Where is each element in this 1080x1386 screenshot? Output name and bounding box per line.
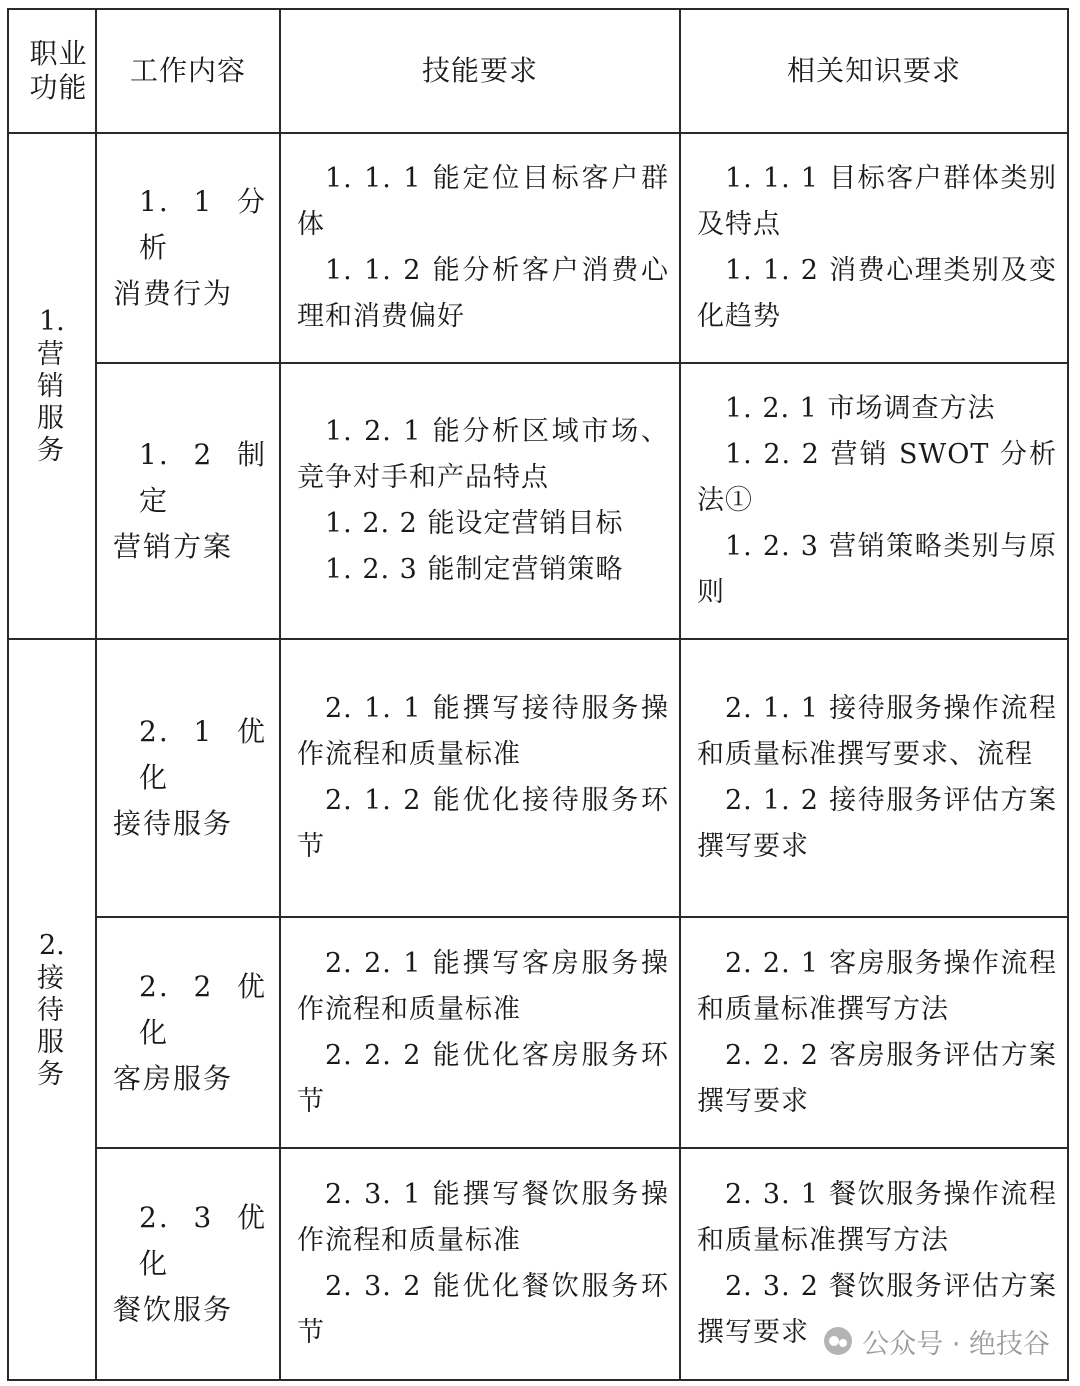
work-content-line: 消费行为: [113, 277, 234, 310]
watermark: [818, 1316, 1056, 1366]
knowledge-item: 1. 1. 2 消费心理类别及变化趋势: [697, 255, 1057, 332]
knowledge-item: 1. 2. 1 市场调查方法: [725, 393, 996, 424]
knowledge-item: 1. 2. 2 营销 SWOT 分析法①: [697, 439, 1057, 516]
knowledge-item: 2. 2. 2 客房服务评估方案撰写要求: [697, 1039, 1057, 1117]
work-content-cell: [96, 639, 280, 917]
knowledge-item: 2. 2. 1 客房服务操作流程和质量标准撰写方法: [697, 947, 1057, 1025]
skills-cell: [280, 363, 680, 639]
skill-item: 2. 2. 2 能优化客房服务环节: [297, 1039, 669, 1117]
work-content-line: 2. 1 优化: [139, 715, 267, 794]
function-name-char: 接: [37, 962, 64, 994]
function-name-char: 服: [37, 1026, 64, 1058]
skills-cell: [280, 639, 680, 917]
skill-item: 2. 1. 1 能撰写接待服务操作流程和质量标准: [297, 693, 669, 770]
knowledge-item: 1. 1. 1 目标客户群体类别及特点: [697, 163, 1057, 240]
header-knowledge: 相关知识要求: [680, 9, 1068, 133]
work-content-line: 1. 1 分析: [139, 185, 267, 264]
knowledge-item: 2. 3. 1 餐饮服务操作流程和质量标准撰写方法: [697, 1179, 1057, 1256]
skills-cell: [280, 917, 680, 1148]
function-number: 2.: [39, 929, 65, 961]
work-content-line: 营销方案: [113, 530, 234, 563]
skill-item: 2. 1. 2 能优化接待服务环节: [297, 785, 669, 862]
function-cell-reception: [8, 639, 96, 1380]
skill-item: 2. 3. 1 能撰写餐饮服务操作流程和质量标准: [297, 1179, 669, 1256]
function-name-char: 销: [37, 371, 64, 402]
function-name-char: 务: [37, 435, 64, 466]
skills-cell: [280, 1148, 680, 1380]
knowledge-cell: [680, 133, 1068, 363]
function-cell-marketing: [8, 133, 96, 639]
knowledge-cell: [680, 363, 1068, 639]
knowledge-item: 2. 1. 1 接待服务操作流程和质量标准撰写要求、流程: [697, 693, 1057, 770]
work-content-line: 2. 3 优化: [139, 1201, 267, 1280]
skill-item: 2. 3. 2 能优化餐饮服务环节: [297, 1271, 669, 1348]
function-name-char: 待: [37, 994, 64, 1026]
knowledge-cell: [680, 639, 1068, 917]
work-content-line: 接待服务: [113, 807, 234, 840]
table-row: [8, 639, 1068, 917]
header-row: [8, 9, 1068, 133]
skill-item: 1. 1. 1 能定位目标客户群体: [297, 163, 669, 240]
skill-item: 1. 2. 2 能设定营销目标: [325, 508, 624, 539]
header-function: 职业功能: [8, 9, 96, 133]
function-name-char: 务: [37, 1058, 64, 1090]
watermark-text: 公众号 · 绝技谷: [862, 1328, 1050, 1360]
vocational-skills-table: [7, 8, 1069, 1381]
work-content-line: 1. 2 制定: [139, 438, 267, 517]
work-content-cell: [96, 133, 280, 363]
table-row: [8, 917, 1068, 1148]
skill-item: 1. 1. 2 能分析客户消费心理和消费偏好: [297, 255, 669, 332]
skill-item: 2. 2. 1 能撰写客房服务操作流程和质量标准: [297, 947, 669, 1025]
skills-cell: [280, 133, 680, 363]
skill-item: 1. 2. 1 能分析区域市场、竞争对手和产品特点: [297, 416, 669, 493]
skill-item: 1. 2. 3 能制定营销策略: [325, 554, 624, 585]
knowledge-cell: [680, 917, 1068, 1148]
knowledge-item: 2. 3. 2 餐饮服务评估方案撰写要求: [697, 1271, 1057, 1348]
work-content-cell: [96, 1148, 280, 1380]
header-skills: 技能要求: [280, 9, 680, 133]
work-content-line: 2. 2 优化: [139, 969, 267, 1049]
table-row: [8, 363, 1068, 639]
knowledge-item: 2. 1. 2 接待服务评估方案撰写要求: [697, 785, 1057, 862]
work-content-line: 餐饮服务: [113, 1293, 234, 1326]
function-name: [37, 339, 94, 467]
wechat-logo-icon: [824, 1327, 852, 1355]
function-name-char: 服: [37, 403, 64, 434]
work-content-cell: [96, 363, 280, 639]
work-content-line: 客房服务: [113, 1061, 234, 1095]
header-work: 工作内容: [96, 9, 280, 133]
knowledge-item: 1. 2. 3 营销策略类别与原则: [697, 531, 1057, 608]
function-name: [37, 963, 94, 1091]
function-number: 1.: [39, 306, 65, 337]
function-name-char: 营: [37, 339, 64, 370]
table-row: [8, 133, 1068, 363]
work-content-cell: [96, 917, 280, 1148]
